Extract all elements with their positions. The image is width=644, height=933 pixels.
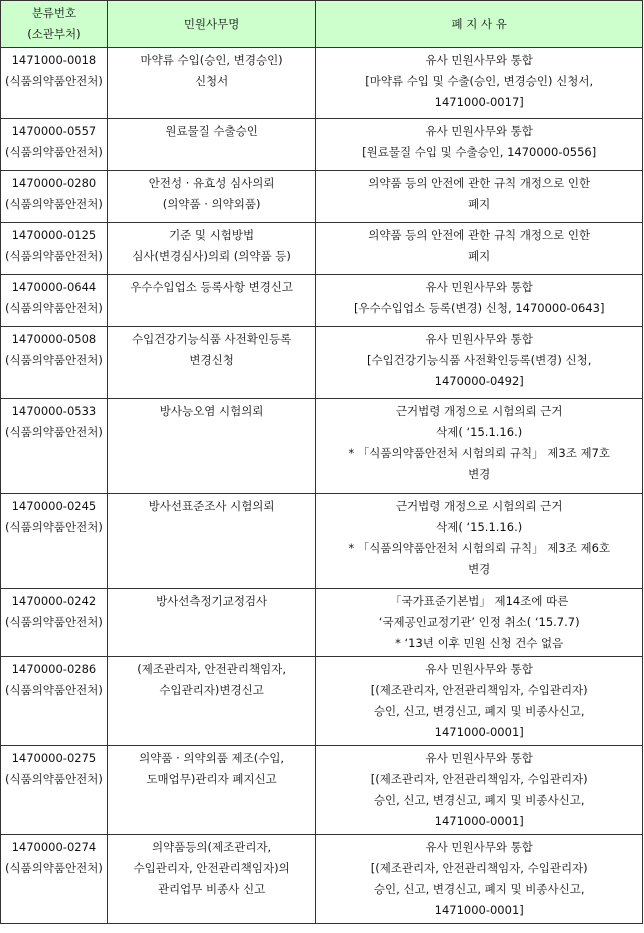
reason-cell-line: 근거법령 개정으로 시험의뢰 근거 bbox=[395, 404, 563, 418]
reason-cell-line: 근거법령 개정으로 시험의뢰 근거 bbox=[395, 499, 563, 513]
reason-cell-line: 승인, 신고, 변경신고, 폐지 및 비종사신고, bbox=[373, 882, 585, 896]
code-cell-line: (식품의약품안전처) bbox=[4, 353, 103, 367]
reason-cell-line: 1471000-0017] bbox=[434, 95, 524, 109]
code-cell-line: 1470000-0245 bbox=[11, 499, 97, 513]
code-cell-line: (식품의약품안전처) bbox=[4, 301, 103, 315]
name-cell bbox=[107, 589, 316, 657]
reason-cell-line: [(제조관리자, 안전관리책임자, 수입관리자) bbox=[370, 772, 588, 786]
code-cell-line: 1470000-0125 bbox=[11, 228, 97, 242]
reason-cell-line: [우수수입업소 등록(변경) 신청, 1470000-0643] bbox=[353, 301, 605, 315]
name-cell-line: 관리업무 비종사 신고 bbox=[157, 882, 266, 896]
name-cell bbox=[107, 275, 316, 327]
table-row bbox=[1, 327, 643, 399]
header-name bbox=[107, 1, 316, 48]
name-cell bbox=[107, 657, 316, 746]
code-cell-line: 1470000-0275 bbox=[11, 751, 97, 765]
reason-cell-line: 삭제( ‘15.1.16.) bbox=[436, 425, 523, 439]
reason-cell-line: 폐지 bbox=[468, 197, 491, 211]
name-cell bbox=[107, 399, 316, 494]
name-cell bbox=[107, 835, 316, 924]
reason-cell-line: 삭제( ‘15.1.16.) bbox=[436, 520, 523, 534]
header-code-line2: (소관부처) bbox=[27, 27, 81, 41]
reason-cell bbox=[316, 589, 643, 657]
reason-cell bbox=[316, 119, 643, 171]
reason-cell-line: [원료물질 수입 및 수출승인, 1470000-0556] bbox=[362, 145, 597, 159]
code-cell-line: (식품의약품안전처) bbox=[4, 520, 103, 534]
table-row bbox=[1, 589, 643, 657]
reason-cell-line: * 「식품의약품안전처 시험의뢰 규칙」 제3조 제6호 bbox=[348, 541, 610, 555]
header-reason-label: 폐 지 사 유 bbox=[451, 16, 507, 31]
reason-cell-line: 유사 민원사무와 통합 bbox=[425, 662, 533, 676]
name-cell-line: 안전성 · 유효성 심사의뢰 bbox=[148, 176, 275, 190]
name-cell-line: 심사(변경심사)의뢰 (의약품 등) bbox=[132, 249, 291, 263]
reason-cell bbox=[316, 275, 643, 327]
reason-cell-line: 승인, 신고, 변경신고, 폐지 및 비종사신고, bbox=[373, 704, 585, 718]
reason-cell-line: 유사 민원사무와 통합 bbox=[425, 751, 533, 765]
reason-cell bbox=[316, 223, 643, 275]
name-cell bbox=[107, 746, 316, 835]
reason-cell-line: 의약품 등의 안전에 관한 규칙 개정으로 인한 bbox=[368, 176, 591, 190]
code-cell-line: (식품의약품안전처) bbox=[4, 861, 103, 875]
table-row bbox=[1, 275, 643, 327]
name-cell bbox=[107, 171, 316, 223]
name-cell-line: (제조관리자, 안전관리책임자, bbox=[137, 662, 286, 676]
reason-cell-line: 의약품 등의 안전에 관한 규칙 개정으로 인한 bbox=[368, 228, 591, 242]
name-cell-line: 우수수입업소 등록사항 변경신고 bbox=[130, 280, 294, 294]
name-cell-line: 방사능오염 시험의뢰 bbox=[159, 404, 264, 418]
table-row bbox=[1, 746, 643, 835]
reason-cell-line: 폐지 bbox=[468, 249, 491, 263]
code-cell-line: 1470000-0274 bbox=[11, 840, 97, 854]
reason-cell-line: ‘국제공인교정기관’ 인정 취소( ‘15.7.7) bbox=[378, 615, 580, 629]
code-cell-line: 1470000-0242 bbox=[11, 594, 97, 608]
reason-cell-line: 변경 bbox=[468, 467, 491, 481]
name-cell-line: 기준 및 시험방법 bbox=[169, 228, 255, 242]
reason-cell-line: [수입건강기능식품 사전확인등록(변경) 신청, bbox=[367, 353, 592, 367]
reason-cell bbox=[316, 399, 643, 494]
code-cell bbox=[1, 835, 108, 924]
code-cell-line: 1470000-0508 bbox=[11, 332, 97, 346]
code-cell-line: (식품의약품안전처) bbox=[4, 197, 103, 211]
reason-cell-line: 1470000-0492] bbox=[434, 374, 524, 388]
code-cell-line: (식품의약품안전처) bbox=[4, 74, 103, 88]
name-cell bbox=[107, 223, 316, 275]
name-cell-line: 수입관리자, 안전관리책임자)의 bbox=[133, 861, 290, 875]
reason-cell-line: 1471000-0001] bbox=[434, 814, 524, 828]
reason-cell-line: 유사 민원사무와 통합 bbox=[425, 332, 533, 346]
reason-cell bbox=[316, 835, 643, 924]
code-cell-line: (식품의약품안전처) bbox=[4, 145, 103, 159]
name-cell-line: 수입건강기능식품 사전확인등록 bbox=[132, 332, 292, 346]
table-row bbox=[1, 171, 643, 223]
header-code bbox=[1, 1, 108, 48]
reason-cell-line: 변경 bbox=[468, 562, 491, 576]
name-cell bbox=[107, 48, 316, 119]
name-cell-line: 신청서 bbox=[194, 74, 229, 88]
name-cell bbox=[107, 494, 316, 589]
reason-cell bbox=[316, 494, 643, 589]
code-cell bbox=[1, 327, 108, 399]
name-cell bbox=[107, 119, 316, 171]
code-cell-line: 1470000-0533 bbox=[11, 404, 97, 418]
table-row bbox=[1, 835, 643, 924]
code-cell-line: 1470000-0644 bbox=[11, 280, 97, 294]
code-cell-line: 1470000-0286 bbox=[11, 662, 97, 676]
table-row bbox=[1, 657, 643, 746]
code-cell-line: (식품의약품안전처) bbox=[4, 772, 103, 786]
table-row bbox=[1, 119, 643, 171]
header-code-line1: 분류번호 bbox=[31, 6, 77, 20]
code-cell-line: (식품의약품안전처) bbox=[4, 249, 103, 263]
code-cell-line: 1471000-0018 bbox=[11, 53, 97, 67]
reason-cell-line: 유사 민원사무와 통합 bbox=[425, 280, 533, 294]
name-cell-line: 원료물질 수출승인 bbox=[165, 124, 258, 138]
table-body bbox=[1, 48, 643, 924]
name-cell-line: 의약품 · 의약외품 제조(수입, bbox=[139, 751, 285, 765]
reason-cell-line: 1471000-0001] bbox=[434, 725, 524, 739]
code-cell-line: (식품의약품안전처) bbox=[4, 425, 103, 439]
code-cell-line: (식품의약품안전처) bbox=[4, 683, 103, 697]
table-row bbox=[1, 399, 643, 494]
name-cell-line: 방사선표준조사 시험의뢰 bbox=[148, 499, 275, 513]
code-cell-line: 1470000-0280 bbox=[11, 176, 97, 190]
code-cell bbox=[1, 48, 108, 119]
name-cell-line: 마약류 수입(승인, 변경승인) bbox=[140, 53, 283, 67]
code-cell bbox=[1, 275, 108, 327]
reason-cell-line: 승인, 신고, 변경신고, 폐지 및 비종사신고, bbox=[373, 793, 585, 807]
header-name-label: 민원사무명 bbox=[183, 16, 240, 31]
reason-cell-line: [(제조관리자, 안전관리책임자, 수입관리자) bbox=[370, 861, 588, 875]
code-cell bbox=[1, 223, 108, 275]
code-cell bbox=[1, 589, 108, 657]
reason-cell-line: 「국가표준기본법」 제14조에 따른 bbox=[390, 594, 569, 608]
code-cell bbox=[1, 399, 108, 494]
name-cell-line: 수입관리자)변경신고 bbox=[159, 683, 264, 697]
code-cell-line: 1470000-0557 bbox=[11, 124, 97, 138]
reason-cell-line: * 「식품의약품안전처 시험의뢰 규칙」 제3조 제7호 bbox=[348, 446, 610, 460]
reason-cell bbox=[316, 171, 643, 223]
reason-cell bbox=[316, 327, 643, 399]
reason-cell-line: 유사 민원사무와 통합 bbox=[425, 124, 533, 138]
name-cell-line: 변경신청 bbox=[189, 353, 234, 367]
reason-cell-line: 1471000-0001] bbox=[434, 903, 524, 917]
table-row bbox=[1, 494, 643, 589]
name-cell-line: (의약품 · 의약외품) bbox=[162, 197, 261, 211]
code-cell-line: (식품의약품안전처) bbox=[4, 615, 103, 629]
table-row bbox=[1, 48, 643, 119]
code-cell bbox=[1, 746, 108, 835]
reason-cell-line: [(제조관리자, 안전관리책임자, 수입관리자) bbox=[370, 683, 588, 697]
reason-cell bbox=[316, 746, 643, 835]
table-row bbox=[1, 223, 643, 275]
table-header-row bbox=[1, 1, 643, 48]
name-cell-line: 방사선측정기교정검사 bbox=[156, 594, 268, 608]
reason-cell-line: * ‘13년 이후 민원 신청 건수 없음 bbox=[395, 636, 564, 650]
code-cell bbox=[1, 119, 108, 171]
header-reason bbox=[316, 1, 643, 48]
name-cell-line: 도매업무)관리자 폐지신고 bbox=[146, 772, 277, 786]
code-cell bbox=[1, 657, 108, 746]
reason-cell bbox=[316, 657, 643, 746]
reason-cell-line: 유사 민원사무와 통합 bbox=[425, 840, 533, 854]
reason-cell-line: [마약류 수입 및 수출(승인, 변경승인) 신청서, bbox=[365, 74, 594, 88]
name-cell-line: 의약품등의(제조관리자, bbox=[151, 840, 272, 854]
name-cell bbox=[107, 327, 316, 399]
code-cell bbox=[1, 494, 108, 589]
reason-cell bbox=[316, 48, 643, 119]
code-cell bbox=[1, 171, 108, 223]
reason-cell-line: 유사 민원사무와 통합 bbox=[425, 53, 533, 67]
